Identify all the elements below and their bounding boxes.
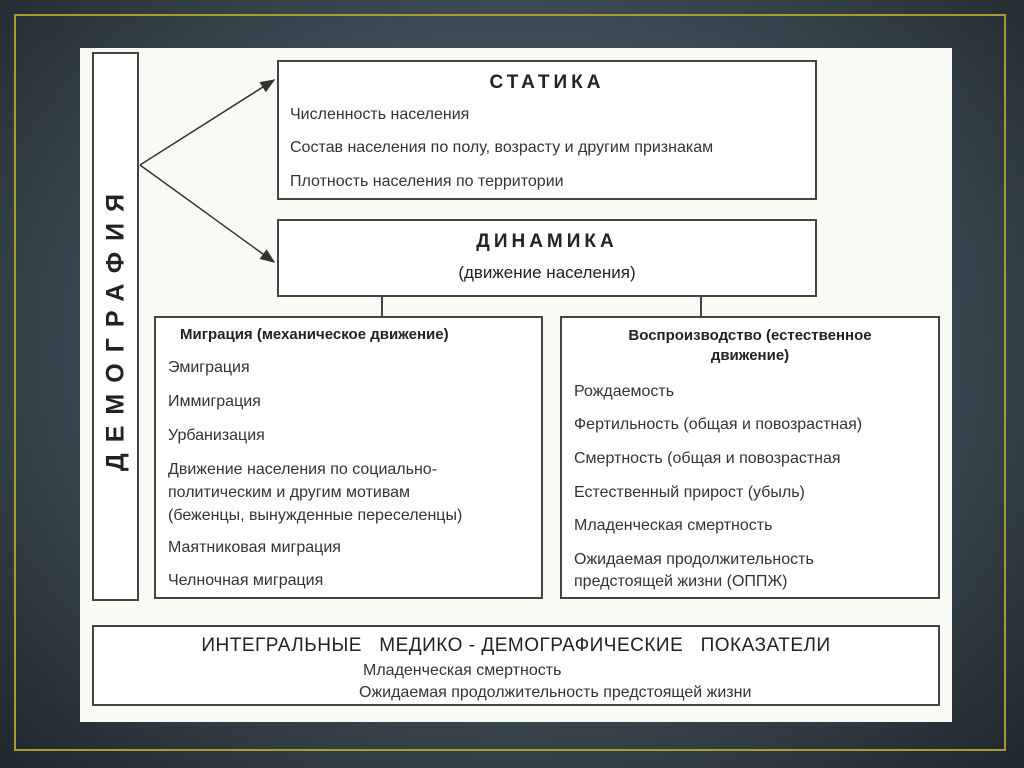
statika-item: Численность населения [290,106,470,123]
migration-item: (беженцы, вынужденные переселенцы) [168,507,463,524]
reproduction-item: Фертильность (общая и повозрастная) [574,416,863,433]
connector-left [381,297,383,316]
reproduction-box [560,316,940,599]
reproduction-title-line1: Воспроизводство (естественное [628,327,872,344]
dinamika-title: ДИНАМИКА [476,231,618,252]
integral-box [92,625,940,706]
integral-item: Ожидаемая продолжительность предстоящей жизни [359,684,752,701]
migration-item: Маятниковая миграция [168,539,341,556]
migration-item: Иммиграция [168,393,261,410]
migration-item: политическим и другим мотивам [168,484,411,501]
dinamika-subtitle: (движение населения) [458,263,636,282]
reproduction-item: Естественный прирост (убыль) [574,484,805,501]
migration-title: Миграция (механическое движение) [180,326,449,343]
statika-box [277,60,817,200]
migration-item: Движение населения по социально- [168,461,438,478]
migration-item: Челночная миграция [168,572,324,589]
demography-box [92,52,139,601]
reproduction-item: Смертность (общая и повозрастная [574,450,841,467]
demography-label: ДЕМОГРАФИЯ [101,182,129,471]
integral-item: Младенческая смертность [363,662,562,679]
migration-item: Урбанизация [168,427,265,444]
migration-box [154,316,543,599]
reproduction-item: предстоящей жизни (ОППЖ) [574,573,788,590]
statika-title: СТАТИКА [489,72,605,93]
statika-item: Состав населения по полу, возрасту и другим признакам [290,139,714,156]
reproduction-item: Младенческая смертность [574,517,773,534]
reproduction-title-line2: движение) [710,347,790,364]
arrow-to-statika [140,80,274,165]
arrow-to-dinamika [140,165,274,262]
reproduction-item: Рождаемость [574,383,675,400]
migration-item: Эмиграция [168,359,250,376]
reproduction-item: Ожидаемая продолжительность [574,551,814,568]
slide [80,48,952,722]
integral-title: ИНТЕГРАЛЬНЫЕ МЕДИКО - ДЕМОГРАФИЧЕСКИЕ ПОКАЗАТЕЛИ [201,635,831,656]
dinamika-box [277,219,817,297]
connector-right [700,297,702,316]
statika-item: Плотность населения по территории [290,173,564,190]
